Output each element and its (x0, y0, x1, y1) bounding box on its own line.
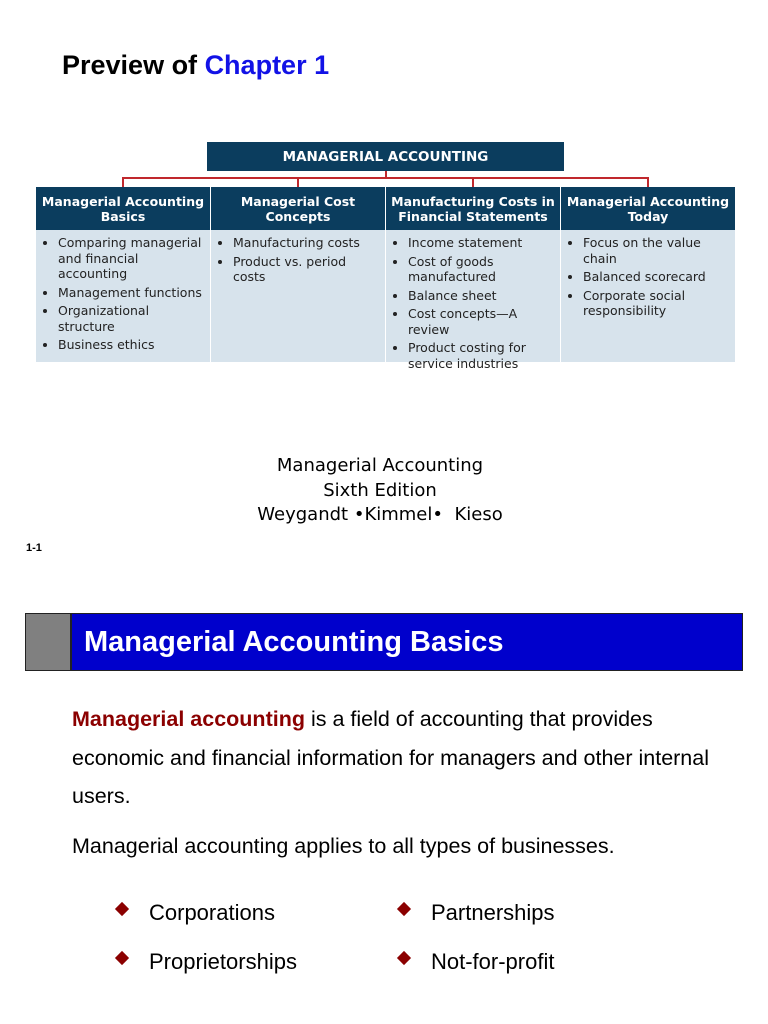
list-item (399, 900, 555, 926)
list-item: • Focus on the value chain (583, 235, 731, 266)
column-heading: Manufacturing Costs in Financial Statements (386, 187, 560, 230)
book-credits (0, 454, 760, 528)
connector-col-1 (122, 177, 124, 187)
connector-horizontal (122, 177, 648, 179)
section-title: Managerial Accounting Basics (72, 614, 742, 670)
definition-term: Managerial accounting (72, 707, 305, 731)
list-item: • Management functions (58, 285, 206, 301)
diamond-bullet-icon (397, 902, 411, 916)
banner-tab (26, 614, 72, 670)
section-banner (25, 613, 743, 671)
list-item: • Comparing managerial and financial accounting (58, 235, 206, 282)
connector-col-3 (472, 177, 474, 187)
column-heading: Managerial Accounting Basics (36, 187, 210, 230)
book-authors: Weygandt •Kimmel• Kieso (257, 504, 503, 525)
column-list (386, 235, 560, 371)
list-item: • Balance sheet (408, 288, 556, 304)
chart-column-cost-concepts (211, 187, 385, 362)
title-prefix: Preview of (62, 50, 205, 80)
connector-col-2 (297, 177, 299, 187)
chart-column-today (561, 187, 735, 362)
column-heading: Managerial Cost Concepts (211, 187, 385, 230)
diamond-bullet-icon (115, 902, 129, 916)
book-title: Managerial Accounting (276, 455, 484, 476)
list-item (399, 949, 554, 975)
diamond-bullet-icon (115, 951, 129, 965)
column-heading: Managerial Accounting Today (561, 187, 735, 230)
list-item (117, 949, 297, 975)
list-item: • Income statement (408, 235, 556, 251)
book-edition: Sixth Edition (323, 479, 437, 501)
connector-col-4 (647, 177, 649, 187)
column-list (36, 235, 210, 353)
org-chart (0, 0, 768, 370)
list-item: • Product vs. period costs (233, 254, 381, 285)
definition-paragraph (72, 700, 722, 816)
page-number: 1-1 (26, 542, 42, 554)
column-list (561, 235, 735, 319)
applies-paragraph: Managerial accounting applies to all types of businesses. (72, 834, 615, 858)
business-type-label: Proprietorships (149, 949, 297, 974)
business-type-label: Partnerships (431, 900, 555, 925)
list-item: • Balanced scorecard (583, 269, 731, 285)
chart-root-box: MANAGERIAL ACCOUNTING (207, 142, 564, 171)
list-item: • Organizational structure (58, 303, 206, 334)
list-item: • Corporate social responsibility (583, 288, 731, 319)
list-item: • Cost of goods manufactured (408, 254, 556, 285)
business-type-label: Not-for-profit (431, 949, 555, 974)
business-type-label: Corporations (149, 900, 275, 925)
definition-text: is a field of accounting that provides economic and financial information for managers and other internal users. (72, 707, 710, 808)
list-item (117, 900, 275, 926)
title-accent: Chapter 1 (204, 50, 330, 80)
column-list (211, 235, 385, 285)
chart-column-manufacturing-costs (386, 187, 560, 371)
list-item: • Cost concepts—A review (408, 306, 556, 337)
list-item: • Product costing for service industries (408, 340, 556, 371)
list-item: • Business ethics (58, 337, 206, 353)
diamond-bullet-icon (397, 951, 411, 965)
list-item: • Manufacturing costs (233, 235, 381, 251)
chart-column-basics (36, 187, 210, 362)
